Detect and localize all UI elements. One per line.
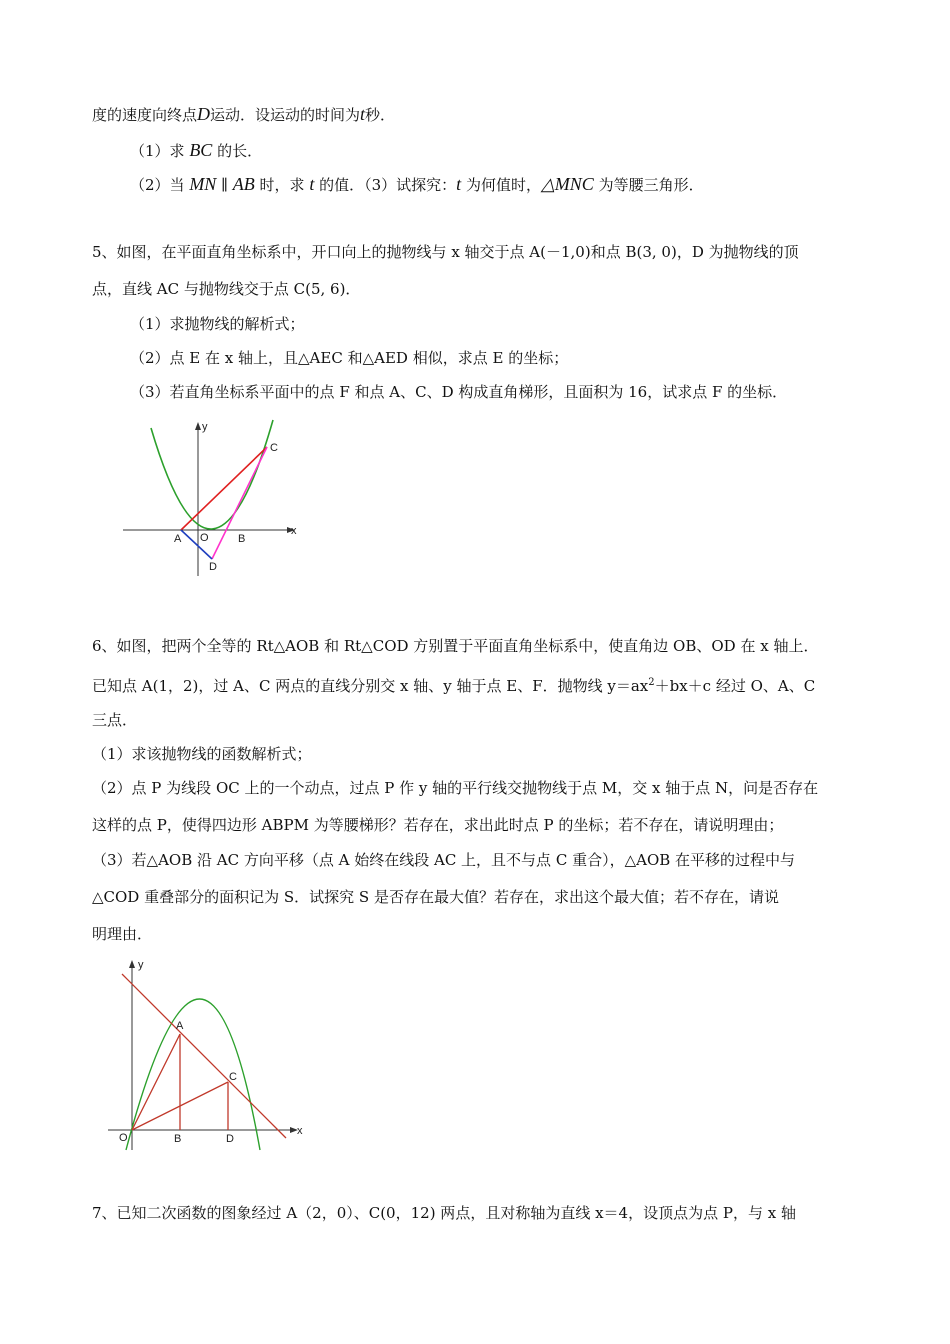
q5-label-d: D bbox=[209, 561, 217, 573]
q6-part-3b: △COD 重叠部分的面积记为 S．试探究 S 是否存在最大值？若存在，求出这个最大值；若不存在，请说 bbox=[92, 888, 779, 906]
q4-p1-text: （1）求 bbox=[130, 142, 190, 160]
q4-part-1 bbox=[130, 140, 262, 161]
q6-part-2b: 这样的点 P，使得四边形 ABPM 为等腰梯形？若存在，求出此时点 P 的坐标；若不存在，请说明理由； bbox=[92, 816, 784, 834]
q6-part-1: （1）求该抛物线的函数解析式； bbox=[92, 745, 312, 763]
q5-line-ac bbox=[181, 447, 267, 530]
q5-label-o: O bbox=[200, 532, 209, 544]
q6-label-b: B bbox=[174, 1133, 182, 1145]
q6-line-ef bbox=[122, 974, 286, 1138]
q5-label-x: x bbox=[291, 525, 297, 537]
q4-parallel: ∥ bbox=[216, 176, 233, 194]
q4-p1-text: 的长． bbox=[212, 142, 263, 160]
q5-parabola bbox=[151, 420, 273, 529]
q6-part-3c: 明理由． bbox=[92, 925, 153, 943]
q4-part-2 bbox=[130, 174, 704, 195]
q6-part-2a: （2）点 P 为线段 OC 上的一个动点，过点 P 作 y 轴的平行线交抛物线于点 M，交 x 轴于点 N，问是否存在 bbox=[92, 779, 819, 797]
q6-label-d: D bbox=[226, 1133, 234, 1145]
q5-label-y: y bbox=[202, 421, 208, 433]
q4-p2-text: 为何值时， bbox=[461, 176, 541, 194]
q4-text: 秒． bbox=[365, 106, 396, 124]
q4-var-t: t bbox=[309, 174, 315, 194]
q4-p2-text: 为等腰三角形． bbox=[593, 176, 704, 194]
q6-line-oa bbox=[132, 1034, 180, 1130]
q5-stem-2: 点，直线 AC 与抛物线交于点 C(5, 6)． bbox=[92, 280, 361, 298]
q6-stem-1: 6、如图，把两个全等的 Rt△AOB 和 Rt△COD 方别置于平面直角坐标系中，使直角边 OB、OD 在 x 轴上． bbox=[92, 637, 819, 655]
q5-part-1: （1）求抛物线的解析式； bbox=[130, 315, 305, 333]
q6-label-y: y bbox=[138, 959, 144, 971]
q5-label-c: C bbox=[270, 442, 278, 454]
q5-label-a: A bbox=[174, 533, 182, 545]
q6-stem-2a: 已知点 A(1，2)，过 A、C 两点的直线分别交 x 轴、y 轴于点 E、F．抛物线 y＝ax bbox=[92, 677, 649, 695]
q4-p2-text: 时，求 bbox=[254, 176, 310, 194]
q6-label-c: C bbox=[229, 1071, 237, 1083]
q6-stem-2b: ＋bx＋c 经过 O、A、C bbox=[654, 677, 816, 695]
q6-stem-3: 三点． bbox=[92, 711, 138, 729]
q4-text: 度的速度向终点 bbox=[92, 106, 198, 124]
q4-var-mnc: △MNC bbox=[540, 174, 594, 194]
q4-line-1 bbox=[92, 104, 395, 125]
q4-p2-text: （2）当 bbox=[130, 176, 190, 194]
q4-var-mn: MN bbox=[189, 174, 217, 194]
q7-stem-1: 7、已知二次函数的图象经过 A（2，0）、C(0，12) 两点，且对称轴为直线 x＝4，设顶点为点 P，与 x 轴 bbox=[92, 1204, 796, 1222]
q4-p2-text: 的值．（3）试探究： bbox=[314, 176, 457, 194]
q6-stem-2 bbox=[92, 673, 815, 696]
q5-figure bbox=[115, 418, 305, 580]
q4-var-t: t bbox=[360, 104, 366, 124]
q5-part-2: （2）点 E 在 x 轴上，且△AEC 和△AED 相似，求点 E 的坐标； bbox=[130, 349, 569, 367]
q6-part-3a: （3）若△AOB 沿 AC 方向平移（点 A 始终在线段 AC 上，且不与点 C 重合），△AOB 在平移的过程中与 bbox=[92, 851, 796, 869]
q4-text: 运动．设运动的时间为 bbox=[210, 106, 361, 124]
q6-label-o: O bbox=[119, 1132, 128, 1144]
q5-label-b: B bbox=[238, 533, 246, 545]
q4-var-d: D bbox=[197, 104, 211, 124]
q5-y-arrow bbox=[195, 422, 201, 430]
q6-exponent: 2 bbox=[648, 677, 655, 688]
q5-part-3: （3）若直角坐标系平面中的点 F 和点 A、C、D 构成直角梯形，且面积为 16，试求点 F 的坐标． bbox=[130, 383, 788, 401]
q4-var-bc: BC bbox=[189, 140, 213, 160]
q5-stem-1: 5、如图，在平面直角坐标系中，开口向上的抛物线与 x 轴交于点 A(－1,0)和点 B(3, 0)，D 为抛物线的顶 bbox=[92, 243, 799, 261]
q6-parabola bbox=[126, 999, 260, 1150]
q6-label-x: x bbox=[297, 1125, 303, 1137]
q4-var-ab: AB bbox=[232, 174, 255, 194]
q6-figure bbox=[104, 954, 314, 1154]
q6-label-a: A bbox=[176, 1020, 184, 1032]
q6-y-arrow bbox=[129, 960, 135, 968]
q4-var-t: t bbox=[456, 174, 462, 194]
